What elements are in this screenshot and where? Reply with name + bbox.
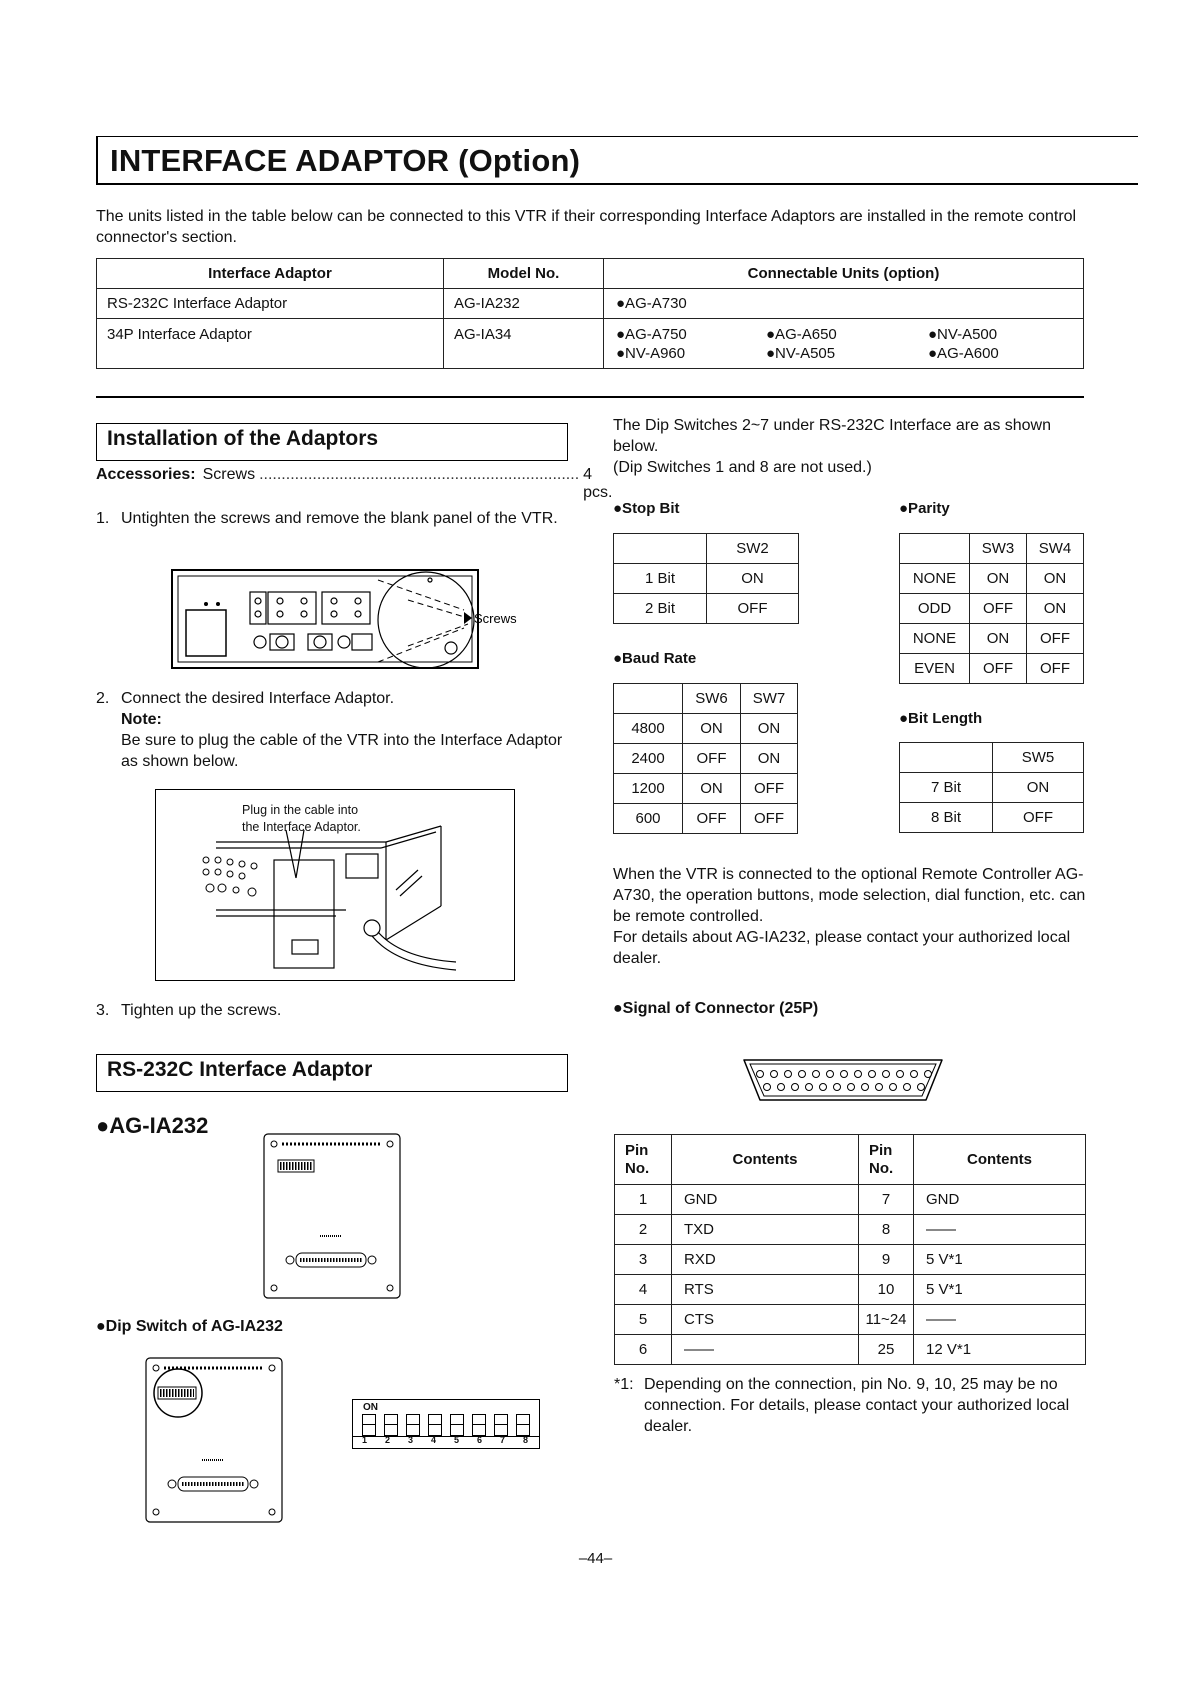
table-header <box>614 534 707 564</box>
table-cell: 4 <box>615 1275 672 1305</box>
step-text: Connect the desired Interface Adaptor. <box>121 690 395 707</box>
table-row <box>615 1275 1086 1305</box>
table-cell: RXD <box>672 1245 859 1275</box>
table-header: SW3 <box>970 534 1027 564</box>
table-header: SW6 <box>683 684 741 714</box>
table-cell: OFF <box>741 804 798 834</box>
step-2 <box>96 688 570 772</box>
accessories-qty: 4 pcs. <box>583 466 613 501</box>
accessories-line <box>96 466 613 502</box>
table-cell: RS-232C Interface Adaptor <box>97 289 444 319</box>
table-cell: OFF <box>683 804 741 834</box>
table-cell: 8 <box>859 1215 914 1245</box>
table-cell <box>604 319 1084 369</box>
table-cell: ON <box>683 774 741 804</box>
dip-number: 7 <box>500 1435 506 1445</box>
table-cell: 6 <box>615 1335 672 1365</box>
dip-switch <box>428 1414 442 1436</box>
table-row <box>615 1335 1086 1365</box>
table-cell: OFF <box>993 803 1084 833</box>
table-cell: 5 V*1 <box>914 1275 1086 1305</box>
intro-text: The units listed in the table below can be connected to this VTR if their corresponding Interface Adaptors are installed in the remote control connector's section. <box>96 208 1077 246</box>
adaptor-table <box>96 258 1084 369</box>
plug-drawing <box>156 790 514 980</box>
unit-item: ●NV-A505 <box>766 345 836 362</box>
connector-25p-icon <box>740 1054 946 1104</box>
table-row <box>614 774 798 804</box>
stop-bit-table <box>613 533 799 624</box>
bit-length-table <box>899 742 1084 833</box>
dip-switch <box>362 1414 376 1436</box>
dip-number: 8 <box>523 1435 529 1445</box>
table-cell: TXD <box>672 1215 859 1245</box>
table-cell: 9 <box>859 1245 914 1275</box>
signal-footnote <box>614 1374 1088 1437</box>
dip-switches <box>362 1414 530 1436</box>
signal-table <box>614 1134 1086 1365</box>
unit-item: ●NV-A960 <box>616 345 686 362</box>
table-cell: 8 Bit <box>900 803 993 833</box>
table-header <box>614 684 683 714</box>
table-cell: 1 Bit <box>614 564 707 594</box>
table-cell: 3 <box>615 1245 672 1275</box>
table-row <box>615 1305 1086 1335</box>
baud-rate-heading: ●Baud Rate <box>613 650 697 667</box>
section-divider <box>96 396 1084 398</box>
remote-text: When the VTR is connected to the optional Remote Controller AG-A730, the operation buttons, mode selection, dial function, etc. can be remote controlled. <box>613 866 1086 925</box>
table-header: SW5 <box>993 743 1084 773</box>
dip-switch <box>450 1414 464 1436</box>
accessories-label: Accessories: <box>96 466 196 483</box>
table-cell: GND <box>672 1185 859 1215</box>
table-cell: GND <box>914 1185 1086 1215</box>
table-header: Contents <box>672 1135 859 1185</box>
dip-numbers <box>362 1435 546 1445</box>
footnote-mark: *1: <box>614 1376 634 1393</box>
accessories-item: Screws <box>202 466 256 483</box>
table-cell: 1200 <box>614 774 683 804</box>
screws-label: Screws <box>474 611 517 626</box>
table-cell: 2 Bit <box>614 594 707 624</box>
table-row <box>900 594 1084 624</box>
dip-number: 5 <box>454 1435 460 1445</box>
step-3 <box>96 1000 570 1021</box>
stop-bit-heading: ●Stop Bit <box>613 500 680 517</box>
table-cell: ON <box>993 773 1084 803</box>
parity-heading: ●Parity <box>899 500 950 517</box>
page-title-box <box>96 136 1138 185</box>
table-cell: RTS <box>672 1275 859 1305</box>
table-header: SW7 <box>741 684 798 714</box>
table-cell: 7 <box>859 1185 914 1215</box>
table-cell: 600 <box>614 804 683 834</box>
table-cell: OFF <box>707 594 799 624</box>
table-row <box>614 744 798 774</box>
table-row <box>97 319 1084 369</box>
table-cell: OFF <box>1027 654 1084 684</box>
bit-length-heading: ●Bit Length <box>899 710 983 727</box>
table-cell: OFF <box>741 774 798 804</box>
table-row <box>97 289 1084 319</box>
table-header: Contents <box>914 1135 1086 1185</box>
table-cell: OFF <box>970 594 1027 624</box>
table-cell: ON <box>1027 564 1084 594</box>
table-header <box>900 534 970 564</box>
dip-switch <box>494 1414 508 1436</box>
table-cell: 12 V*1 <box>914 1335 1086 1365</box>
table-cell: NONE <box>900 564 970 594</box>
table-row <box>900 624 1084 654</box>
dip-number: 4 <box>431 1435 437 1445</box>
table-cell: ODD <box>900 594 970 624</box>
unit-item: ●AG-A650 <box>766 326 837 343</box>
table-cell: —— <box>672 1335 859 1365</box>
step-number: 2. <box>96 690 110 707</box>
table-cell: ON <box>741 744 798 774</box>
note-text: Be sure to plug the cable of the VTR into the Interface Adaptor as shown below. <box>121 732 563 770</box>
dip-intro-text: The Dip Switches 2~7 under RS-232C Interface are as shown below. <box>613 417 1052 455</box>
dot-leader: ........................................................................ <box>259 466 580 483</box>
table-cell: 1 <box>615 1185 672 1215</box>
table-cell: OFF <box>970 654 1027 684</box>
caption-line: the Interface Adaptor. <box>242 820 361 834</box>
ag-ia232-adaptor-figure <box>262 1132 402 1300</box>
ag-ia232-dip-location-figure <box>144 1356 284 1524</box>
table-row <box>900 773 1084 803</box>
table-cell: 5 V*1 <box>914 1245 1086 1275</box>
table-header: Model No. <box>444 259 604 289</box>
table-cell: AG-IA232 <box>444 289 604 319</box>
table-cell: EVEN <box>900 654 970 684</box>
table-row <box>615 1185 1086 1215</box>
table-cell: 7 Bit <box>900 773 993 803</box>
step-number: 3. <box>96 1002 110 1019</box>
step-text: Tighten up the screws. <box>121 1002 282 1019</box>
table-cell: ON <box>1027 594 1084 624</box>
dip-number: 6 <box>477 1435 483 1445</box>
table-row <box>614 714 798 744</box>
dip-number: 1 <box>362 1435 368 1445</box>
dip-switch <box>406 1414 420 1436</box>
table-cell: 2 <box>615 1215 672 1245</box>
dip-switch-block <box>352 1399 540 1449</box>
remote-controller-text <box>613 864 1087 969</box>
table-row <box>615 1245 1086 1275</box>
dip-intro-note: (Dip Switches 1 and 8 are not used.) <box>613 459 872 476</box>
caption-line: Plug in the cable into <box>242 803 359 817</box>
table-row <box>615 1215 1086 1245</box>
dip-number: 2 <box>385 1435 391 1445</box>
dip-number: 3 <box>408 1435 414 1445</box>
table-row <box>614 564 799 594</box>
table-cell: 5 <box>615 1305 672 1335</box>
details-text: For details about AG-IA232, please contact your authorized local dealer. <box>613 929 1071 967</box>
unit-item: ●AG-A600 <box>928 345 999 362</box>
page-number: –44– <box>578 1550 613 1567</box>
table-cell: 2400 <box>614 744 683 774</box>
table-header: Interface Adaptor <box>97 259 444 289</box>
table-cell: ON <box>970 624 1027 654</box>
table-header: Pin No. <box>859 1135 914 1185</box>
table-row <box>614 804 798 834</box>
table-cell: ●AG-A730 <box>604 289 1084 319</box>
table-cell: 34P Interface Adaptor <box>97 319 444 369</box>
step-1 <box>96 508 570 529</box>
note-label: Note: <box>121 711 162 728</box>
table-cell: OFF <box>683 744 741 774</box>
installation-heading: Installation of the Adaptors <box>107 427 379 450</box>
table-cell: —— <box>914 1215 1086 1245</box>
table-cell: ON <box>741 714 798 744</box>
table-cell: NONE <box>900 624 970 654</box>
vtr-rear-panel-figure <box>168 566 588 682</box>
table-cell: ON <box>707 564 799 594</box>
step-number: 1. <box>96 510 110 527</box>
parity-table <box>899 533 1084 684</box>
installation-heading-box <box>96 423 568 461</box>
rs232-heading-box <box>96 1054 568 1092</box>
signal-heading: ●Signal of Connector (25P) <box>613 1000 819 1017</box>
table-cell: —— <box>914 1305 1086 1335</box>
step-text: Untighten the screws and remove the blank panel of the VTR. <box>121 510 558 527</box>
dip-switch-heading: ●Dip Switch of AG-IA232 <box>96 1318 283 1335</box>
unit-item: ●NV-A500 <box>928 326 998 343</box>
dip-switch <box>384 1414 398 1436</box>
table-row <box>614 594 799 624</box>
table-cell: OFF <box>1027 624 1084 654</box>
table-header: SW2 <box>707 534 799 564</box>
table-cell: 10 <box>859 1275 914 1305</box>
table-cell: 4800 <box>614 714 683 744</box>
table-cell: ON <box>970 564 1027 594</box>
baud-rate-table <box>613 683 798 834</box>
table-cell: AG-IA34 <box>444 319 604 369</box>
table-row <box>900 564 1084 594</box>
dip-switch <box>472 1414 486 1436</box>
table-cell: CTS <box>672 1305 859 1335</box>
table-cell: 25 <box>859 1335 914 1365</box>
table-cell: ON <box>683 714 741 744</box>
dip-intro <box>613 415 1087 478</box>
footnote-text: Depending on the connection, pin No. 9, 10, 25 may be no connection. For details, please contact your authorized local dealer. <box>644 1376 1070 1435</box>
table-cell: 11~24 <box>859 1305 914 1335</box>
table-row <box>900 654 1084 684</box>
dip-switch <box>516 1414 530 1436</box>
table-header: Connectable Units (option) <box>604 259 1084 289</box>
dip-on-label: ON <box>363 1402 378 1413</box>
plug-adaptor-figure <box>155 789 515 981</box>
page-title: INTERFACE ADAPTOR (Option) <box>110 143 581 178</box>
unit-item: ●AG-A750 <box>616 326 687 343</box>
table-row <box>900 803 1084 833</box>
table-header: Pin No. <box>615 1135 672 1185</box>
table-header: SW4 <box>1027 534 1084 564</box>
rs232-heading: RS-232C Interface Adaptor <box>107 1058 373 1081</box>
model-heading: ●AG-IA232 <box>96 1113 209 1138</box>
table-header <box>900 743 993 773</box>
